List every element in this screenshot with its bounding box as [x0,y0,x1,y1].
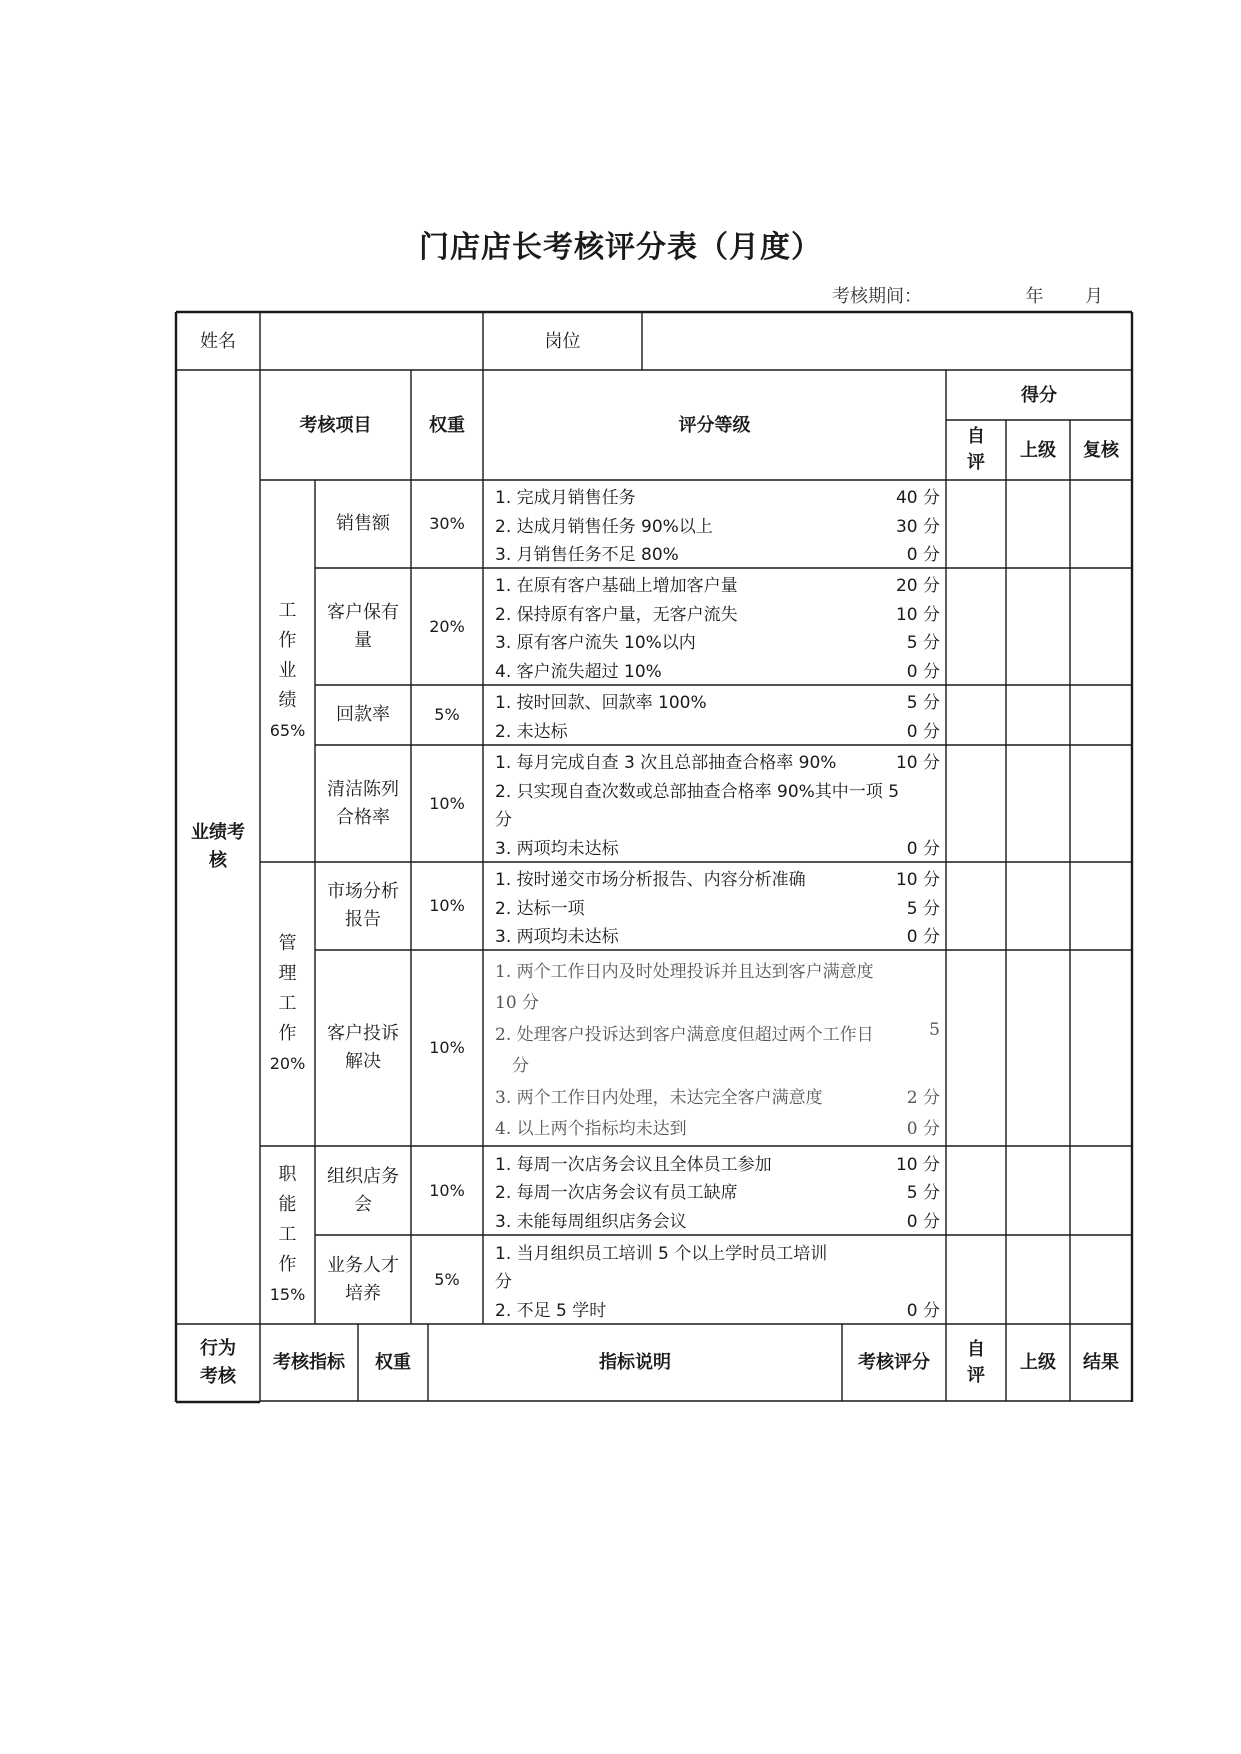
column-review: 复核 [1083,439,1119,461]
criteria-line [495,777,940,802]
section-performance [176,370,260,1324]
group-label-char: 职 [278,1164,297,1185]
criteria-points: 20 分 [895,576,940,597]
criteria-points [932,805,940,830]
item-name-line: 组织店务 [327,1165,399,1187]
criteria-text: 1. 完成月销售任务 [495,488,636,509]
item-criteria [483,1146,946,1235]
score-review-input[interactable] [1070,862,1132,950]
criteria-line [495,717,940,742]
behavior-self [946,1324,1006,1401]
criteria-text: 10 分 [495,993,540,1014]
criteria-text: 3. 月销售任务不足 80% [495,544,679,565]
column-self-line2: 评 [967,452,985,473]
item-criteria [483,1235,946,1324]
criteria-points [932,957,940,982]
behavior-indicator: 考核指标 [273,1352,345,1373]
criteria-text: 3. 两项均未达标 [495,926,619,947]
criteria-points: 0 分 [906,661,940,682]
criteria-points [932,777,940,802]
score-superior-input[interactable] [1006,745,1070,862]
item-weight: 30% [429,514,465,533]
criteria-points: 10 分 [895,1154,940,1175]
score-superior-input[interactable] [1006,685,1070,745]
behavior-weight: 权重 [375,1352,411,1373]
group-label-char: 绩 [278,690,297,711]
section-behavior [176,1324,260,1402]
score-self-input[interactable] [946,950,1006,1146]
group-functional [260,1146,315,1324]
item-weight: 5% [434,1269,460,1289]
criteria-text: 1. 按时回款、回款率 100% [495,693,707,714]
item-name [315,745,411,862]
criteria-points: 5 分 [906,633,940,654]
column-weight: 权重 [429,414,465,436]
group-label-char: 作 [278,1023,297,1044]
item-criteria [483,480,946,568]
criteria-points: 0 分 [906,544,940,565]
score-self-input[interactable] [946,480,1006,568]
criteria-text: 4. 以上两个指标均未达到 [495,1119,687,1140]
item-name [315,568,411,685]
score-review-input[interactable] [1070,745,1132,862]
item-name-line: 销售额 [336,513,390,534]
criteria-text: 2. 只实现自查次数或总部抽查合格率 90%其中一项 5 [495,781,900,802]
criteria-text: 2. 未达标 [495,721,568,742]
criteria-points: 5 分 [906,693,940,714]
criteria-points: 0 分 [906,838,940,859]
criteria-text: 1. 每周一次店务会议且全体员工参加 [495,1154,772,1175]
criteria-points: 0 分 [906,926,940,947]
item-name-line: 清洁陈列 [327,778,399,800]
item-criteria [483,568,946,685]
criteria-points: 5 [929,1019,940,1040]
item-weight: 5% [434,705,460,724]
criteria-text: 1. 两个工作日内及时处理投诉并且达到客户满意度 [495,961,874,982]
behavior-self-line1: 自 [967,1338,985,1360]
group-management [260,862,315,1146]
item-name-line: 市场分析 [327,881,399,902]
item-name [315,685,411,745]
score-review-input[interactable] [1070,950,1132,1146]
criteria-text: 2. 保持原有客户量，无客户流失 [495,604,738,625]
criteria-line [495,1083,940,1108]
period-month: 月 [1084,286,1103,307]
item-criteria [483,950,946,1146]
criteria-line [495,512,940,537]
criteria-line [495,1114,940,1139]
criteria-text: 2. 达标一项 [495,898,585,919]
criteria-text: 1. 当月组织员工培训 5 个以上学时员工培训 [495,1243,828,1264]
score-self-input[interactable] [946,1235,1006,1324]
name-field[interactable] [260,312,483,370]
criteria-points: 40 分 [895,488,940,509]
item-name [315,480,411,568]
criteria-line [495,957,940,982]
criteria-line [495,1020,940,1045]
group-label-char: 理 [278,963,297,984]
criteria-line [495,988,940,1013]
column-score: 得分 [1021,384,1057,406]
score-superior-input[interactable] [1006,1235,1070,1324]
criteria-points: 5 分 [906,898,940,919]
group-work-performance [260,480,315,862]
criteria-text: 分 [495,1272,512,1292]
score-self-input[interactable] [946,745,1006,862]
criteria-line [495,1267,940,1292]
criteria-line [495,805,940,830]
score-superior-input[interactable] [1006,480,1070,568]
name-label: 姓名 [200,330,236,352]
section-behavior-line2: 考核 [200,1366,236,1387]
criteria-text: 1. 每月完成自查 3 次且总部抽查合格率 90% [495,753,837,774]
criteria-line [495,1239,940,1264]
score-review-input[interactable] [1070,1235,1132,1324]
behavior-description: 指标说明 [599,1352,671,1373]
score-superior-input[interactable] [1006,862,1070,950]
score-superior-input[interactable] [1006,568,1070,685]
criteria-text: 2. 每周一次店务会议有员工缺席 [495,1183,738,1203]
group-weight: 65% [269,721,306,740]
item-weight: 10% [429,1180,465,1200]
item-name-line: 客户保有 [327,601,399,623]
criteria-points: 0 分 [906,1300,940,1321]
score-review-input[interactable] [1070,480,1132,568]
section-performance-label: 业绩考核 [191,822,245,871]
item-name-line: 量 [354,629,372,651]
score-self-input[interactable] [946,1146,1006,1235]
item-name [315,1146,411,1235]
item-weight: 10% [429,1038,465,1057]
criteria-text: 分 [495,1056,529,1077]
criteria-points [932,1051,940,1076]
item-name-line: 培养 [345,1282,381,1304]
criteria-points: 5 分 [906,1183,940,1203]
group-label-char: 作 [278,1254,297,1275]
score-review-input[interactable] [1070,1146,1132,1235]
criteria-line [495,600,940,625]
criteria-text: 分 [495,810,512,831]
behavior-superior: 上级 [1020,1352,1056,1373]
score-superior-input[interactable] [1006,1146,1070,1235]
criteria-line [495,1178,940,1203]
criteria-text: 3. 两个工作日内处理，未达完全客户满意度 [495,1087,823,1108]
item-name-line: 报告 [345,909,381,930]
item-weight: 20% [429,616,465,636]
criteria-line [495,1296,940,1321]
criteria-line [495,688,940,713]
group-label-char: 能 [278,1194,297,1215]
criteria-text: 3. 两项均未达标 [495,838,619,859]
position-label: 岗位 [544,330,581,352]
criteria-line [495,571,940,596]
criteria-points: 10 分 [895,753,940,774]
period-year: 年 [1025,286,1044,307]
criteria-points: 10 分 [895,870,940,891]
behavior-result: 结果 [1083,1352,1119,1373]
criteria-text: 3. 原有客户流失 10%以内 [495,633,696,654]
item-weight: 10% [429,896,465,915]
criteria-text: 2. 不足 5 学时 [495,1300,607,1321]
score-self-input[interactable] [946,685,1006,745]
criteria-line [495,483,940,508]
criteria-line [495,628,940,653]
criteria-points: 2 分 [906,1087,940,1108]
criteria-points: 0 分 [906,1119,940,1140]
column-self-line1: 自 [967,426,985,447]
criteria-line [495,894,940,919]
group-weight: 20% [269,1054,306,1073]
criteria-line [495,657,940,682]
group-label-char: 工 [278,600,297,621]
criteria-line [495,1207,940,1232]
section-behavior-line1: 行为 [200,1338,236,1359]
group-label-char: 业 [278,660,297,681]
score-self-input[interactable] [946,862,1006,950]
group-label-char: 工 [278,1224,297,1245]
item-name-line: 合格率 [336,806,390,828]
score-review-input[interactable] [1070,685,1132,745]
item-name [315,862,411,950]
item-weight: 10% [429,793,465,813]
group-label-char: 工 [278,993,297,1014]
criteria-text: 1. 在原有客户基础上增加客户量 [495,576,738,597]
criteria-points [932,1267,940,1292]
score-self-input[interactable] [946,568,1006,685]
criteria-line [495,1051,940,1076]
criteria-text: 2. 处理客户投诉达到客户满意度但超过两个工作日 [495,1024,874,1045]
group-label-char: 管 [278,933,297,954]
criteria-text: 1. 按时递交市场分析报告、内容分析准确 [495,870,806,891]
criteria-points: 30 分 [895,516,940,537]
behavior-self-line2: 评 [967,1364,985,1386]
item-name [315,1235,411,1324]
criteria-points: 0 分 [906,721,940,742]
group-weight: 15% [269,1285,306,1304]
criteria-line [495,922,940,947]
item-name-line: 回款率 [336,704,390,725]
score-review-input[interactable] [1070,568,1132,685]
item-criteria [483,862,946,950]
page-title: 门店店长考核评分表（月度） [419,230,822,265]
criteria-text: 3. 未能每周组织店务会议 [495,1211,687,1232]
criteria-line [495,865,940,890]
criteria-line [495,834,940,859]
criteria-points: 10 分 [895,604,940,625]
criteria-points [932,1239,940,1264]
column-self [946,420,1006,480]
group-label-char: 作 [278,630,297,651]
column-superior: 上级 [1020,439,1056,461]
item-name-line: 客户投诉 [327,1023,399,1044]
criteria-text: 2. 达成月销售任务 90%以上 [495,516,713,537]
column-item: 考核项目 [299,414,372,436]
item-name [315,950,411,1146]
criteria-line [495,1150,940,1175]
item-name-line: 业务人才 [327,1254,399,1276]
criteria-line [495,748,940,773]
criteria-points [932,988,940,1013]
period-label: 考核期间： [832,286,922,307]
criteria-points: 0 分 [906,1211,940,1232]
item-criteria [483,745,946,862]
item-name-line: 会 [354,1193,372,1215]
column-criteria: 评分等级 [678,414,751,436]
criteria-text: 4. 客户流失超过 10% [495,661,662,682]
behavior-rating: 考核评分 [858,1352,930,1373]
criteria-line [495,540,940,565]
item-criteria [483,685,946,745]
item-name-line: 解决 [345,1051,381,1072]
position-field[interactable] [642,312,1132,370]
score-superior-input[interactable] [1006,950,1070,1146]
